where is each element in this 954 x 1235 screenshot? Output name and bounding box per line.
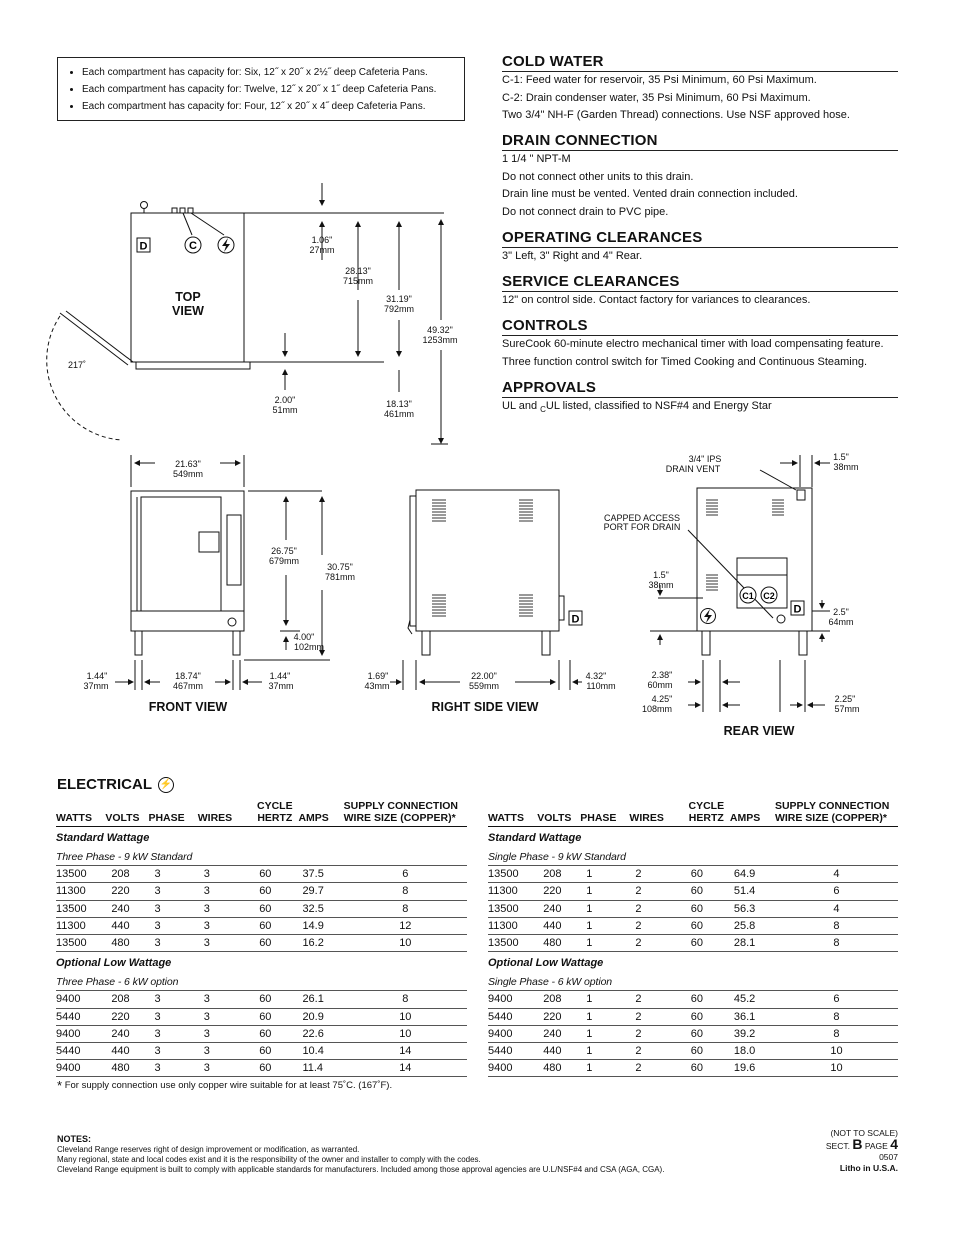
table-cell: 10: [775, 1042, 898, 1059]
drain-vent-note: DRAIN VENT: [665, 464, 721, 474]
capped-port-note: PORT FOR DRAIN: [603, 522, 681, 532]
table-cell: 3: [148, 1025, 197, 1042]
table-cell: 12: [344, 917, 467, 934]
table-row: [56, 1042, 467, 1059]
svg-text:2.5": 2.5": [833, 607, 849, 617]
table-cell: 60: [683, 1060, 730, 1077]
table-cell: 9400: [488, 991, 537, 1008]
table-cell: 60: [251, 900, 298, 917]
table-cell: 1: [580, 1025, 629, 1042]
table-cell: 3: [198, 900, 251, 917]
table-row: [488, 991, 898, 1008]
table-cell: 480: [537, 1060, 580, 1077]
front-view-label: FRONT VIEW: [148, 700, 228, 714]
column-header: PHASE: [580, 794, 629, 827]
table-row: [488, 934, 898, 951]
table-row: [56, 883, 467, 900]
spec-line: C-2: Drain condenser water, 35 Psi Minimum, 60 Psi Maximum.: [502, 91, 811, 104]
group-title-row: Optional Low Wattage: [488, 957, 604, 970]
table-cell: 9400: [488, 1025, 537, 1042]
right-side-view-label: RIGHT SIDE VIEW: [431, 700, 539, 714]
svg-text:102mm: 102mm: [293, 642, 325, 652]
svg-text:110mm: 110mm: [586, 681, 616, 691]
table-cell: 9400: [56, 1025, 105, 1042]
top-view-label: VIEW: [172, 304, 204, 318]
table-cell: 60: [683, 883, 730, 900]
table-cell: 1: [580, 991, 629, 1008]
water-c2-label: C2: [763, 591, 775, 601]
table-cell: 51.4: [730, 883, 775, 900]
table-cell: 6: [775, 883, 898, 900]
svg-text:792mm: 792mm: [383, 304, 415, 314]
table-cell: 6: [775, 991, 898, 1008]
svg-text:1.06": 1.06": [311, 235, 333, 245]
table-row: [488, 883, 898, 900]
table-cell: 13500: [56, 900, 105, 917]
svg-text:64mm: 64mm: [828, 617, 854, 627]
svg-text:60mm: 60mm: [647, 680, 673, 690]
table-cell: 3: [148, 866, 197, 883]
table-cell: 13500: [56, 866, 105, 883]
table-row: [56, 900, 467, 917]
notes-title: NOTES: [57, 1134, 89, 1144]
drain-vent-note: 3/4" IPS: [688, 454, 722, 464]
group-title-row: Optional Low Wattage: [56, 957, 172, 970]
section-title: CONTROLS: [502, 317, 898, 336]
table-cell: 480: [105, 934, 148, 951]
table-cell: 45.2: [730, 991, 775, 1008]
table-row: [488, 866, 898, 883]
svg-text:1.69": 1.69": [367, 671, 389, 681]
table-cell: 8: [775, 934, 898, 951]
table-cell: 2: [629, 917, 682, 934]
table-cell: 3: [198, 1042, 251, 1059]
table-cell: 10: [344, 934, 467, 951]
table-row: [56, 1060, 467, 1077]
table-cell: 60: [683, 900, 730, 917]
spec-line: 12" on control side. Contact factory for variances to clearances.: [502, 294, 811, 306]
table-cell: 8: [344, 991, 467, 1008]
svg-text:21.63": 21.63": [175, 459, 201, 469]
section-title: OPERATING CLEARANCES: [502, 229, 898, 248]
section-title: SERVICE CLEARANCES: [502, 273, 898, 292]
table-cell: 5440: [56, 1008, 105, 1025]
svg-text:18.13": 18.13": [386, 399, 412, 409]
svg-text:26.75": 26.75": [271, 546, 297, 556]
table-cell: 2: [629, 1008, 682, 1025]
table-cell: 1: [580, 900, 629, 917]
table-cell: 220: [537, 883, 580, 900]
group-subtitle-row: Three Phase - 6 kW option: [56, 974, 467, 991]
table-cell: 13500: [488, 866, 537, 883]
table-cell: 60: [683, 934, 730, 951]
table-cell: 5440: [56, 1042, 105, 1059]
electrical-table-single-phase: [488, 794, 898, 1077]
table-cell: 3: [198, 991, 251, 1008]
table-cell: 8: [775, 917, 898, 934]
table-cell: 11300: [488, 883, 537, 900]
table-cell: 440: [105, 917, 148, 934]
table-cell: 11300: [56, 883, 105, 900]
table-cell: 2: [629, 1060, 682, 1077]
table-row: [488, 1008, 898, 1025]
svg-text:679mm: 679mm: [268, 556, 300, 566]
table-cell: 11300: [488, 917, 537, 934]
table-row: [488, 900, 898, 917]
table-cell: 3: [198, 883, 251, 900]
table-cell: 1: [580, 1042, 629, 1059]
svg-text:1253mm: 1253mm: [422, 335, 458, 345]
group-title-row: Standard Wattage: [488, 832, 582, 844]
table-cell: 208: [105, 991, 148, 1008]
table-cell: 60: [683, 917, 730, 934]
table-cell: 4: [775, 900, 898, 917]
table-cell: 60: [251, 883, 298, 900]
table-cell: 2: [629, 1025, 682, 1042]
note-line: Cleveland Range equipment is built to comply with applicable standards for manufacturers. Included among those approval agencies are U.L/NSF#4 and CSA (AGA, CGA).: [57, 1165, 665, 1174]
svg-text:1.5": 1.5": [653, 570, 669, 580]
spec-line: Do not connect drain to PVC pipe.: [502, 205, 669, 218]
electrical-table-three-phase: [56, 794, 467, 1077]
spec-line: 3" Left, 3" Right and 4" Rear.: [502, 250, 643, 262]
table-cell: 22.6: [298, 1025, 343, 1042]
section-title: DRAIN CONNECTION: [502, 132, 898, 151]
table-cell: 3: [148, 900, 197, 917]
connection-badges: [137, 237, 804, 626]
table-cell: 25.8: [730, 917, 775, 934]
table-cell: 60: [251, 866, 298, 883]
table-cell: 220: [105, 1008, 148, 1025]
table-row: [56, 866, 467, 883]
capacity-item: • Each compartment has capacity for: Four, 12˝ x 20˝ x 4˝ deep Cafeteria Pans.: [82, 98, 464, 115]
column-header: PHASE: [148, 794, 197, 827]
note-line: Many regional, state and local codes exist and it is the responsibility of the owner and installer to comply with the codes.: [57, 1155, 481, 1164]
table-cell: 10.4: [298, 1042, 343, 1059]
svg-text:1.44": 1.44": [269, 671, 291, 681]
table-cell: 3: [198, 1008, 251, 1025]
spec-line: Do not connect other units to this drain.: [502, 170, 694, 183]
table-cell: 3: [148, 934, 197, 951]
table-cell: 3: [198, 917, 251, 934]
table-cell: 240: [537, 900, 580, 917]
table-cell: 60: [251, 991, 298, 1008]
group-subtitle-row: Single Phase - 6 kW option: [488, 974, 898, 991]
rear-view-label: REAR VIEW: [723, 724, 795, 738]
column-header: WATTS: [488, 794, 537, 827]
table-cell: 13500: [488, 934, 537, 951]
svg-text:467mm: 467mm: [172, 681, 204, 691]
column-header: WIRES: [629, 794, 682, 827]
table-cell: 3: [198, 866, 251, 883]
door-angle: 217˚: [68, 360, 87, 370]
svg-text:57mm: 57mm: [834, 704, 860, 714]
spec-line: Three function control switch for Timed Cooking and Continuous Steaming.: [502, 355, 868, 368]
footnote: * For supply connection use only copper wire suitable for at least 75˚C. (167˚F).: [57, 1078, 393, 1093]
svg-text:28.13": 28.13": [345, 266, 371, 276]
svg-text:27mm: 27mm: [309, 245, 335, 255]
table-cell: 2: [629, 866, 682, 883]
table-cell: 2: [629, 883, 682, 900]
svg-text:549mm: 549mm: [172, 469, 204, 479]
table-cell: 3: [148, 1008, 197, 1025]
note-line: Cleveland Range reserves right of design improvement or modification, as warranted.: [57, 1145, 360, 1154]
group-subtitle-row: Single Phase - 9 kW Standard: [488, 849, 898, 866]
table-cell: 13500: [56, 934, 105, 951]
table-cell: 8: [775, 1025, 898, 1042]
spec-line: SureCook 60-minute electro mechanical timer with load compensating feature.: [502, 338, 884, 350]
rear-drain-badge-label: D: [793, 603, 802, 616]
svg-text:37mm: 37mm: [268, 681, 294, 691]
svg-text:2.38": 2.38": [651, 670, 673, 680]
svg-text:4.32": 4.32": [585, 671, 607, 681]
table-cell: 1: [580, 866, 629, 883]
svg-text:461mm: 461mm: [383, 409, 415, 419]
table-cell: 440: [105, 1042, 148, 1059]
table-cell: 3: [148, 883, 197, 900]
table-cell: 60: [683, 1042, 730, 1059]
section-title: COLD WATER: [502, 53, 898, 72]
table-cell: 5440: [488, 1042, 537, 1059]
spec-line: UL and $_C$UL listed, classified to NSF#4 and Energy Star: [502, 400, 772, 415]
table-row: [488, 1025, 898, 1042]
table-cell: 29.7: [298, 883, 343, 900]
table-cell: 14.9: [298, 917, 343, 934]
spec-line: C-1: Feed water for reservoir, 35 Psi Minimum, 60 Psi Maximum.: [502, 74, 817, 86]
section-title: APPROVALS: [502, 379, 898, 398]
table-cell: 16.2: [298, 934, 343, 951]
table-cell: 14: [344, 1060, 467, 1077]
svg-text:781mm: 781mm: [324, 572, 356, 582]
table-cell: 19.6: [730, 1060, 775, 1077]
table-cell: 240: [537, 1025, 580, 1042]
svg-text:18.74": 18.74": [175, 671, 201, 681]
table-cell: 2: [629, 991, 682, 1008]
table-cell: 3: [148, 1042, 197, 1059]
capped-port-note: CAPPED ACCESS: [603, 513, 681, 523]
group-subtitle-row: Three Phase - 9 kW Standard: [56, 849, 467, 866]
table-cell: 5440: [488, 1008, 537, 1025]
column-header: SUPPLY CONNECTION WIRE SIZE (COPPER)*: [775, 794, 898, 827]
table-cell: 2: [629, 1042, 682, 1059]
table-cell: 9400: [56, 1060, 105, 1077]
column-header: AMPS: [730, 794, 775, 827]
svg-text:715mm: 715mm: [342, 276, 374, 286]
svg-text:38mm: 38mm: [833, 462, 859, 472]
table-cell: 480: [537, 934, 580, 951]
table-cell: 11300: [56, 917, 105, 934]
svg-text:43mm: 43mm: [364, 681, 390, 691]
side-drain-badge-label: D: [571, 613, 580, 626]
table-cell: 440: [537, 1042, 580, 1059]
table-row: [488, 1042, 898, 1059]
svg-text:1.44": 1.44": [86, 671, 108, 681]
column-header: CYCLE HERTZ: [683, 794, 730, 827]
table-cell: 240: [105, 1025, 148, 1042]
notes: NOTES: Cleveland Range reserves right of design improvement or modification, as warranted. Many regional, state and local codes exist and it is the responsibility of the owner and installer to comply with the codes. Cleveland Range equipment is built to comply with applicable standards for manufacturers. Included among those approval agencies are U.L/NSF#4 and CSA (AGA, CGA).: [57, 1134, 665, 1174]
table-cell: 39.2: [730, 1025, 775, 1042]
table-cell: 240: [105, 900, 148, 917]
svg-text:559mm: 559mm: [468, 681, 500, 691]
table-row: [56, 917, 467, 934]
table-cell: 14: [344, 1042, 467, 1059]
svg-text:2.00": 2.00": [274, 395, 296, 405]
table-cell: 18.0: [730, 1042, 775, 1059]
table-cell: 13500: [488, 900, 537, 917]
table-cell: 10: [775, 1060, 898, 1077]
electrical-title: ELECTRICAL ⚡: [57, 776, 173, 793]
table-cell: 8: [344, 900, 467, 917]
drain-badge-label: D: [139, 240, 148, 253]
table-cell: 60: [683, 1008, 730, 1025]
table-cell: 64.9: [730, 866, 775, 883]
table-cell: 10: [344, 1025, 467, 1042]
table-cell: 3: [148, 1060, 197, 1077]
table-cell: 2: [629, 900, 682, 917]
capacity-item: • Each compartment has capacity for: Twelve, 12˝ x 20˝ x 1˝ deep Cafeteria Pans.: [82, 81, 464, 98]
table-row: [56, 934, 467, 951]
table-cell: 1: [580, 1008, 629, 1025]
table-cell: 26.1: [298, 991, 343, 1008]
column-header: AMPS: [298, 794, 343, 827]
table-cell: 28.1: [730, 934, 775, 951]
table-cell: 9400: [488, 1060, 537, 1077]
svg-text:4.00": 4.00": [293, 632, 315, 642]
table-cell: 60: [251, 1042, 298, 1059]
table-cell: 60: [251, 934, 298, 951]
table-header-row: [56, 794, 467, 827]
table-row: [56, 1025, 467, 1042]
table-cell: 60: [251, 917, 298, 934]
table-cell: 20.9: [298, 1008, 343, 1025]
table-row: [488, 917, 898, 934]
table-cell: 3: [198, 1025, 251, 1042]
table-cell: 440: [537, 917, 580, 934]
table-cell: 220: [105, 883, 148, 900]
svg-text:37mm: 37mm: [83, 681, 109, 691]
svg-text:1.5": 1.5": [833, 452, 849, 462]
svg-text:51mm: 51mm: [272, 405, 298, 415]
spec-line: Two 3/4" NH-F (Garden Thread) connections. Use NSF approved hose.: [502, 109, 850, 121]
table-cell: 3: [198, 1060, 251, 1077]
table-header-row: [488, 794, 898, 827]
table-cell: 1: [580, 883, 629, 900]
spec-line: 1 1/4 " NPT-M: [502, 153, 571, 165]
column-header: CYCLE HERTZ: [251, 794, 298, 827]
table-cell: 3: [198, 934, 251, 951]
table-cell: 36.1: [730, 1008, 775, 1025]
table-cell: 220: [537, 1008, 580, 1025]
group-title-row: Standard Wattage: [56, 832, 150, 844]
column-header: WIRES: [198, 794, 251, 827]
table-cell: 1: [580, 1060, 629, 1077]
lightning-icon: ⚡: [158, 777, 174, 793]
table-cell: 8: [344, 883, 467, 900]
table-cell: 2: [629, 934, 682, 951]
column-header: SUPPLY CONNECTION WIRE SIZE (COPPER)*: [344, 794, 467, 827]
svg-text:22.00": 22.00": [471, 671, 497, 681]
svg-text:31.19": 31.19": [386, 294, 412, 304]
svg-text:108mm: 108mm: [641, 704, 673, 714]
page-info: (NOT TO SCALE) SECT. B PAGE 4 0507 Litho in U.S.A.: [825, 1128, 898, 1173]
table-cell: 60: [683, 1025, 730, 1042]
table-cell: 56.3: [730, 900, 775, 917]
table-cell: 6: [344, 866, 467, 883]
table-cell: 1: [580, 934, 629, 951]
table-cell: 9400: [56, 991, 105, 1008]
column-header: VOLTS: [537, 794, 580, 827]
capacity-item: • Each compartment has capacity for: Six, 12˝ x 20˝ x 2½˝ deep Cafeteria Pans.: [82, 64, 464, 81]
column-header: VOLTS: [105, 794, 148, 827]
svg-text:4.25": 4.25": [651, 694, 673, 704]
table-cell: 8: [775, 1008, 898, 1025]
table-cell: 60: [683, 866, 730, 883]
table-row: [56, 991, 467, 1008]
table-cell: 3: [148, 917, 197, 934]
column-header: WATTS: [56, 794, 105, 827]
spec-line: Drain line must be vented. Vented drain connection included.: [502, 188, 798, 200]
table-cell: 32.5: [298, 900, 343, 917]
table-row: [56, 1008, 467, 1025]
svg-text:38mm: 38mm: [648, 580, 674, 590]
table-cell: 60: [251, 1060, 298, 1077]
table-cell: 4: [775, 866, 898, 883]
table-cell: 3: [148, 991, 197, 1008]
top-view-label: TOP: [175, 290, 201, 304]
table-cell: 208: [537, 866, 580, 883]
table-cell: 60: [683, 991, 730, 1008]
table-cell: 11.4: [298, 1060, 343, 1077]
svg-text:2.25": 2.25": [834, 694, 856, 704]
svg-text:30.75": 30.75": [327, 562, 353, 572]
table-cell: 1: [580, 917, 629, 934]
table-cell: 480: [105, 1060, 148, 1077]
svg-text:49.32": 49.32": [427, 325, 453, 335]
table-cell: 208: [105, 866, 148, 883]
table-cell: 10: [344, 1008, 467, 1025]
table-cell: 37.5: [298, 866, 343, 883]
table-cell: 208: [537, 991, 580, 1008]
table-cell: 60: [251, 1025, 298, 1042]
table-row: [488, 1060, 898, 1077]
water-c1-label: C1: [742, 591, 754, 601]
table-cell: 60: [251, 1008, 298, 1025]
water-c-badge-label: C: [189, 240, 197, 252]
